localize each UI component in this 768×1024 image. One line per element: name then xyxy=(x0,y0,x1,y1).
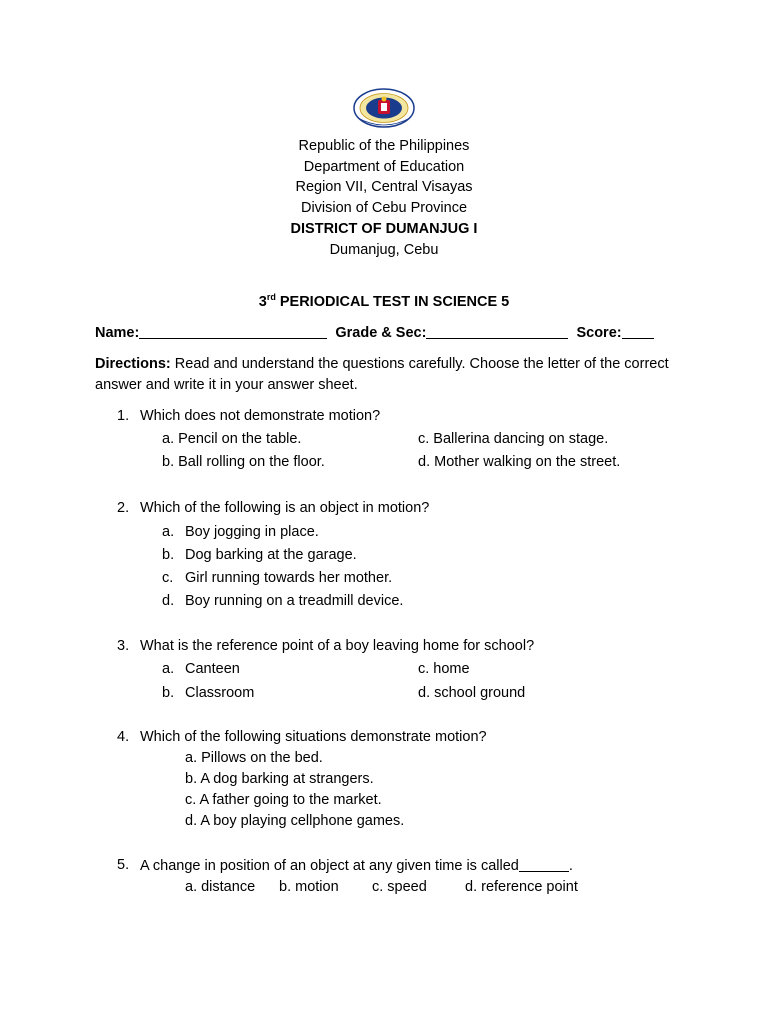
question-stem: What is the reference point of a boy leaving home for school? xyxy=(140,638,535,654)
question-stem-wrap xyxy=(140,857,573,874)
deped-seal-logo xyxy=(352,88,416,128)
question-stem: Which of the following is an object in motion? xyxy=(140,500,430,516)
name-label: Name: xyxy=(95,325,140,341)
option-3a xyxy=(162,661,240,677)
question-stem: A change in position of an object at any given time is called xyxy=(140,858,519,874)
header-region: Region VII, Central Visayas xyxy=(295,179,473,196)
question-stem: Which of the following situations demonstrate motion? xyxy=(140,729,487,745)
option-5d: d. reference point xyxy=(465,879,578,895)
header-district: DISTRICT OF DUMANJUG I xyxy=(290,220,478,237)
option-2d xyxy=(162,593,403,609)
option-5a: a. distance xyxy=(185,879,256,895)
option-text: d. school ground xyxy=(418,685,526,701)
option-letter: d. xyxy=(162,593,175,609)
option-1c: c. Ballerina dancing on stage. xyxy=(418,431,609,447)
grade-sec-label: Grade & Sec: xyxy=(335,325,427,341)
name-blank[interactable] xyxy=(139,324,327,339)
option-2a xyxy=(162,524,319,540)
answer-blank[interactable] xyxy=(519,857,569,872)
option-text: Girl running towards her mother. xyxy=(185,570,393,586)
option-5b: b. motion xyxy=(279,879,339,895)
option-3b xyxy=(162,685,254,701)
option-1d: d. Mother walking on the street. xyxy=(418,454,621,470)
option-4c: c. A father going to the market. xyxy=(185,792,382,808)
option-2b xyxy=(162,547,357,563)
title-ordinal: 3 xyxy=(258,294,267,310)
option-letter: a. xyxy=(162,524,175,540)
header-town: Dumanjug, Cebu xyxy=(329,241,439,258)
question-number: 1. xyxy=(117,408,130,424)
question-stem: Which does not demonstrate motion? xyxy=(140,408,381,424)
option-4a: a. Pillows on the bed. xyxy=(185,750,323,766)
option-text: Dog barking at the garage. xyxy=(185,547,357,563)
header-department: Department of Education xyxy=(303,158,465,175)
option-letter: b. xyxy=(162,685,175,701)
option-text: Boy running on a treadmill device. xyxy=(185,593,404,609)
directions-label: Directions: xyxy=(95,356,171,372)
question-stem-end: . xyxy=(568,858,573,874)
directions-text: Read and understand the questions carefully. Choose the letter of the correct answer and write it in your answer sheet. xyxy=(95,356,669,393)
option-text: c. home xyxy=(418,661,470,677)
option-letter: b. xyxy=(162,547,175,563)
option-text: Canteen xyxy=(185,661,240,677)
option-2c xyxy=(162,570,392,586)
option-4b: b. A dog barking at strangers. xyxy=(185,771,374,787)
option-text: Classroom xyxy=(185,685,255,701)
title-ordinal-suffix: rd xyxy=(266,292,276,302)
question-number: 5. xyxy=(117,857,130,873)
question-number: 3. xyxy=(117,638,130,654)
question-number: 4. xyxy=(117,729,130,745)
grade-sec-blank[interactable] xyxy=(426,324,568,339)
score-blank[interactable] xyxy=(622,324,654,339)
directions xyxy=(95,354,675,396)
test-title xyxy=(0,292,768,310)
score-label: Score: xyxy=(576,325,622,341)
header-division: Division of Cebu Province xyxy=(300,200,468,217)
option-1b: b. Ball rolling on the floor. xyxy=(162,454,325,470)
school-header xyxy=(0,136,768,260)
option-4d: d. A boy playing cellphone games. xyxy=(185,813,405,829)
option-5c: c. speed xyxy=(372,879,427,895)
option-3c xyxy=(418,661,470,677)
header-republic: Republic of the Philippines xyxy=(298,138,470,154)
option-letter: a. xyxy=(162,661,175,677)
title-text: PERIODICAL TEST IN SCIENCE 5 xyxy=(275,294,510,310)
student-info-line xyxy=(95,324,658,341)
option-letter: c. xyxy=(162,570,174,586)
option-text: Boy jogging in place. xyxy=(185,524,319,540)
question-number: 2. xyxy=(117,500,130,516)
option-3d xyxy=(418,685,525,701)
option-1a: a. Pencil on the table. xyxy=(162,431,302,447)
